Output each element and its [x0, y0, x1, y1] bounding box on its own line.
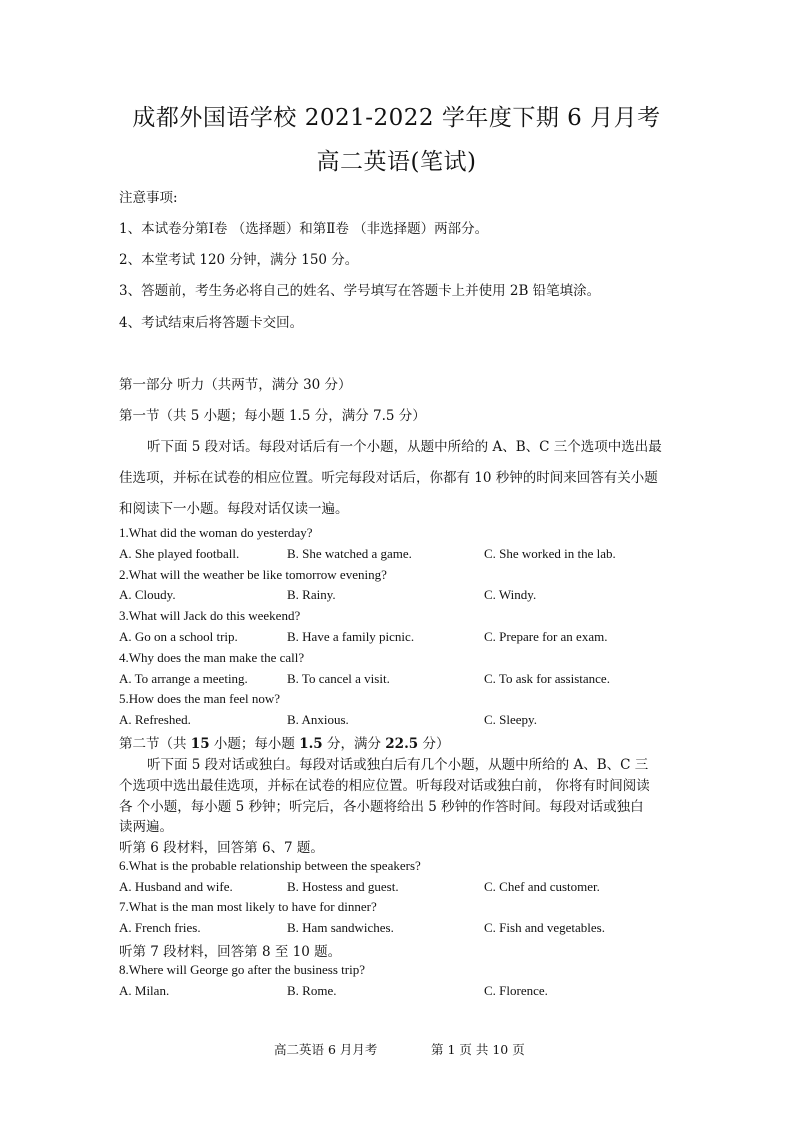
question-text: 1.What did the woman do yesterday? — [119, 525, 313, 540]
option-b: B. Hostess and guest. — [287, 879, 399, 894]
question-text: 7.What is the man most likely to have for dinner? — [119, 899, 377, 914]
notice-heading: 注意事项: — [119, 190, 178, 206]
section-heading — [119, 732, 449, 752]
question-text: 5.How does the man feel now? — [119, 691, 281, 706]
option-a: A. To arrange a meeting. — [119, 671, 248, 686]
option-a: A. Milan. — [119, 983, 170, 998]
option-a: A. French fries. — [119, 920, 201, 935]
option-a: A. She played football. — [119, 546, 240, 561]
instruction-line: 各 个小题，每小题 5 秒钟；听完后，各小题将给出 5 秒钟的作答时间。每段对话或独白 — [119, 799, 644, 815]
instruction-line: 和阅读下一小题。每段对话仅读一遍。 — [119, 501, 349, 517]
option-a: A. Husband and wife. — [119, 879, 233, 894]
option-b: B. Rome. — [287, 983, 337, 998]
option-c: C. Florence. — [484, 983, 548, 998]
footer-exam-name: 高二英语 6 月月考 — [274, 1042, 378, 1057]
exam-subtitle: 高二英语(笔试) — [316, 149, 477, 175]
question-text: 3.What will Jack do this weekend? — [119, 608, 301, 623]
notice-item: 4、考试结束后将答题卡交回。 — [119, 315, 304, 331]
option-b: B. To cancel a visit. — [287, 671, 390, 686]
option-c: C. Windy. — [484, 587, 537, 602]
option-b: B. Ham sandwiches. — [287, 920, 394, 935]
instruction-line: 听下面 5 段对话。每段对话后有一个小题，从题中所给的 A、B、C 三个选项中选出最 — [147, 439, 662, 455]
option-b: B. Have a family picnic. — [287, 629, 415, 644]
instruction-line: 个选项中选出最佳选项，并标在试卷的相应位置。听每段对话或独白前， 你将有时间阅读 — [119, 778, 650, 794]
option-c: C. Chef and customer. — [484, 879, 600, 894]
notice-item: 1、本试卷分第Ⅰ卷 （选择题）和第Ⅱ卷 （非选择题）两部分。 — [119, 221, 489, 237]
section-heading-text: 第二节（共 — [119, 736, 191, 752]
question-text: 4.Why does the man make the call? — [119, 650, 305, 665]
footer-page-number: 第 1 页 共 10 页 — [431, 1042, 525, 1057]
instruction-line: 读两遍。 — [119, 819, 173, 835]
option-a: A. Cloudy. — [119, 587, 176, 602]
notice-item: 2、本堂考试 120 分钟，满分 150 分。 — [119, 252, 359, 268]
section-heading: 第一节（共 5 小题；每小题 1.5 分，满分 7.5 分） — [119, 408, 426, 424]
option-b: B. She watched a game. — [287, 546, 412, 561]
material-heading: 听第 7 段材料，回答第 8 至 10 题。 — [119, 944, 342, 960]
option-c: C. To ask for assistance. — [484, 671, 610, 686]
option-c: C. Prepare for an exam. — [484, 629, 608, 644]
exam-title: 成都外国语学校 2021-2022 学年度下期 6 月月考 — [132, 105, 661, 131]
option-a: A. Refreshed. — [119, 712, 191, 727]
option-c: C. Fish and vegetables. — [484, 920, 605, 935]
instruction-line: 听下面 5 段对话或独白。每段对话或独白后有几个小题，从题中所给的 A、B、C 三 — [147, 757, 649, 773]
notice-item: 3、答题前，考生务必将自己的姓名、学号填写在答题卡上并使用 2B 铅笔填涂。 — [119, 283, 601, 299]
option-c: C. She worked in the lab. — [484, 546, 616, 561]
total-points: 22.5 — [385, 736, 419, 752]
question-count: 15 — [190, 736, 210, 752]
section-heading-text: 小题；每小题 — [209, 736, 300, 752]
option-a: A. Go on a school trip. — [119, 629, 238, 644]
option-b: B. Anxious. — [287, 712, 349, 727]
instruction-line: 佳选项，并标在试卷的相应位置。听完每段对话后，你都有 10 秒钟的时间来回答有关小题 — [119, 470, 658, 486]
section-heading-text: 分，满分 — [322, 736, 386, 752]
question-text: 6.What is the probable relationship between the speakers? — [119, 858, 421, 873]
question-text: 2.What will the weather be like tomorrow evening? — [119, 567, 387, 582]
option-b: B. Rainy. — [287, 587, 336, 602]
question-text: 8.Where will George go after the business trip? — [119, 962, 365, 977]
option-c: C. Sleepy. — [484, 712, 537, 727]
section-heading-text: 分） — [418, 736, 450, 752]
part-heading: 第一部分 听力（共两节，满分 30 分） — [119, 377, 352, 393]
material-heading: 听第 6 段材料，回答第 6、7 题。 — [119, 840, 324, 856]
points-per-question: 1.5 — [299, 736, 323, 752]
